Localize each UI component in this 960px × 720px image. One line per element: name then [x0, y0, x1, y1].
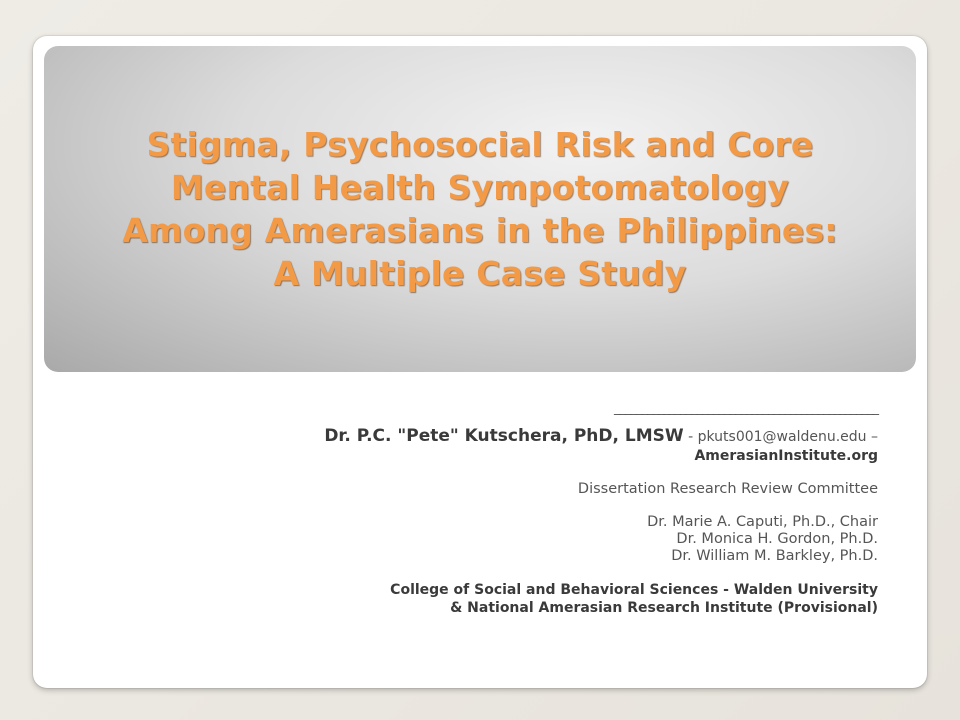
affiliation-line: College of Social and Behavioral Sciences - Walden University: [390, 582, 878, 598]
title-line: Among Amerasians in the Philippines:: [122, 211, 838, 250]
committee-heading: Dissertation Research Review Committee: [577, 481, 878, 497]
subtitle-block: [178, 398, 878, 617]
title-line: A Multiple Case Study: [273, 254, 687, 293]
author-name: Dr. P.C. "Pete" Kutschera, PhD, LMSW: [324, 426, 684, 446]
title-line: Stigma, Psychosocial Risk and Core: [146, 125, 814, 164]
title-banner: [44, 46, 916, 372]
author-line: [178, 426, 878, 447]
title-line: Mental Health Sympotomatology: [170, 168, 790, 207]
slide-title: [102, 123, 857, 295]
author-email: - pkuts001@waldenu.edu –: [683, 429, 878, 445]
committee-member: Dr. Marie A. Caputi, Ph.D., Chair: [647, 514, 878, 530]
committee-member: Dr. Monica H. Gordon, Ph.D.: [676, 531, 878, 547]
website-link: AmerasianInstitute.org: [694, 448, 878, 464]
committee-member: Dr. William M. Barkley, Ph.D.: [671, 548, 878, 564]
separator-rule: ________________________________________________: [614, 401, 878, 416]
affiliation-line: & National Amerasian Research Institute (Provisional): [450, 600, 878, 616]
